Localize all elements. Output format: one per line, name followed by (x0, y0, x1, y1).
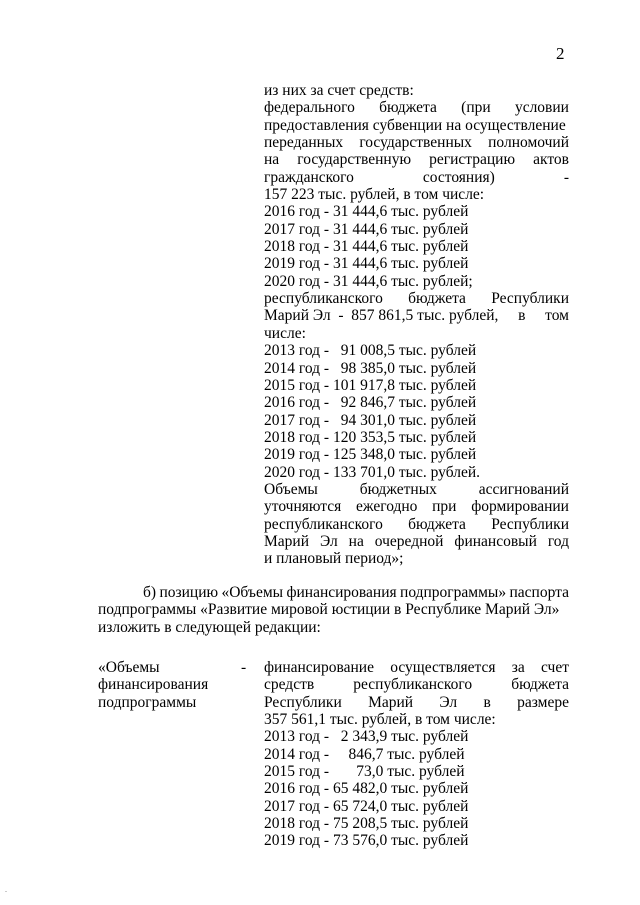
text-line: федерального бюджета (при условии (264, 99, 569, 117)
text-line: гражданского состояния) - (264, 168, 569, 186)
text-line: 157 223 тыс. рублей, в том числе: (264, 186, 485, 204)
position-value (264, 659, 569, 850)
text-line: 357 561,1 тыс. рублей, в том числе: (264, 711, 496, 729)
year-amount-line: 2019 год - 73 576,0 тыс. рублей (264, 832, 469, 850)
text-line: предоставления субвенции на осуществление (264, 116, 566, 134)
year-amount-line: 2015 год - 101 917,8 тыс. рублей (264, 376, 477, 394)
text-line: Объемы бюджетных ассигнований (264, 480, 569, 498)
year-amount-line: 2013 год - 2 343,9 тыс. рублей (264, 728, 469, 746)
year-amount-line: 2018 год - 75 208,5 тыс. рублей (264, 815, 469, 833)
page-number: 2 (556, 44, 565, 63)
year-amount-line: 2016 год - 31 444,6 тыс. рублей (264, 203, 469, 221)
year-amount-line: 2014 год - 846,7 тыс. рублей (264, 745, 465, 763)
text-line: Марий Эл на очередной финансовый год (264, 532, 569, 550)
text-line: числе: (264, 324, 306, 342)
year-amount-line: 2019 год - 31 444,6 тыс. рублей (264, 255, 469, 273)
year-amount-line: 2018 год - 31 444,6 тыс. рублей (264, 238, 469, 256)
text-line: на государственную регистрацию актов (264, 151, 569, 169)
scan-speck: . (5, 885, 7, 894)
year-amount-line: 2017 год - 31 444,6 тыс. рублей (264, 220, 469, 238)
text-line: переданных государственных полномочий (264, 134, 569, 152)
year-amount-line: 2016 год - 92 846,7 тыс. рублей (264, 394, 477, 412)
year-amount-line: 2015 год - 73,0 тыс. рублей (264, 763, 465, 781)
year-amount-line: 2019 год - 125 348,0 тыс. рублей (264, 446, 477, 464)
year-amount-line: 2016 год - 65 482,0 тыс. рублей (264, 780, 469, 798)
year-amount-line: 2013 год - 91 008,5 тыс. рублей (264, 342, 477, 360)
year-amount-line: 2017 год - 65 724,0 тыс. рублей (264, 797, 469, 815)
text-line: подпрограммы «Развитие мировой юстиции в Республике Марий Эл» (98, 601, 560, 619)
text-line: уточняются ежегодно при формировании (264, 498, 569, 516)
text-line: республиканского бюджета Республики (264, 515, 569, 533)
separator-dash: - (241, 659, 247, 676)
year-amount-line: 2017 год - 94 301,0 тыс. рублей (264, 411, 477, 429)
text-line: Республики Марий Эл в размере (264, 693, 569, 711)
year-amount-line: 2014 год - 98 385,0 тыс. рублей (264, 359, 477, 377)
text-line: финансирование осуществляется за счет (264, 659, 569, 676)
year-amount-line: 2020 год - 31 444,6 тыс. рублей; (264, 272, 473, 290)
year-amount-line: 2020 год - 133 701,0 тыс. рублей. (264, 463, 481, 481)
text-line: республиканского бюджета Республики (264, 290, 569, 308)
text-line: изложить в следующей редакции: (98, 618, 321, 636)
text-line: б) позицию «Объемы финансирования подпрограммы» паспорта (143, 584, 569, 601)
funding-sources-block (264, 82, 569, 568)
text-line: средств республиканского бюджета (264, 676, 569, 694)
text-line: из них за счет средств: (264, 82, 414, 99)
amendment-paragraph (98, 584, 569, 636)
position-label: «Объемы финансирования подпрограммы (98, 659, 209, 711)
text-line: и плановый период»; (264, 550, 404, 568)
year-amount-line: 2018 год - 120 353,5 тыс. рублей (264, 428, 477, 446)
text-line: Марий Эл - 857 861,5 тыс. рублей, в том (264, 307, 569, 325)
